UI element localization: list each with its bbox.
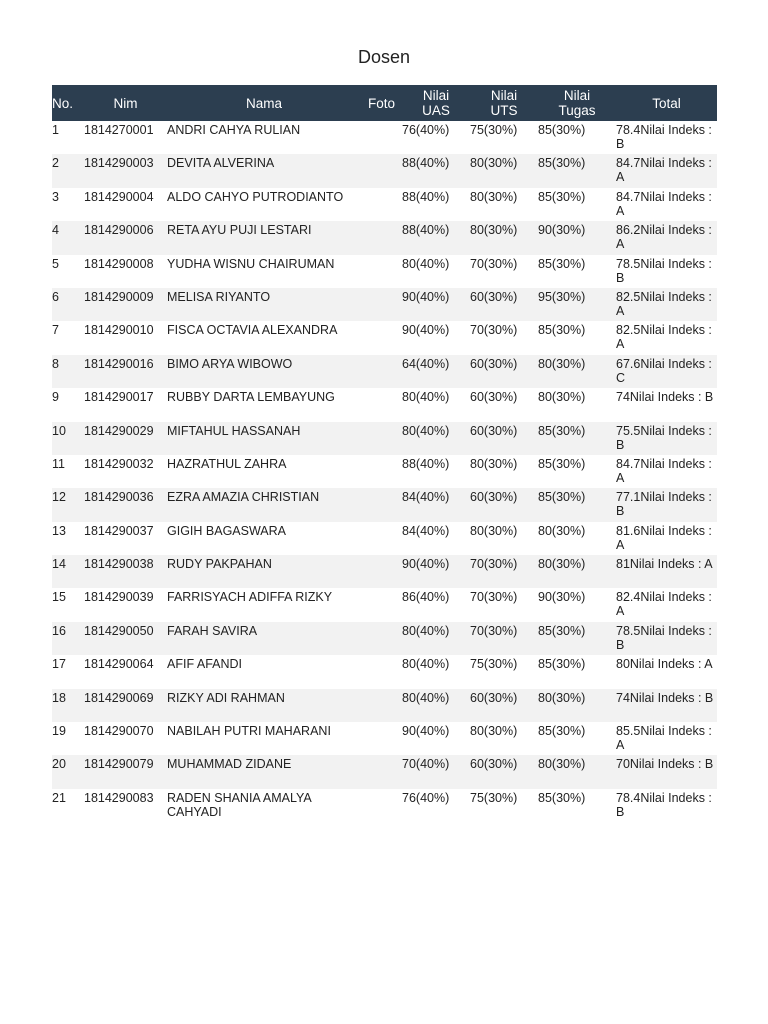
cell-nilai-uts: 60(30%) xyxy=(470,422,538,455)
cell-nilai-uas: 76(40%) xyxy=(402,790,450,805)
header-nilai-tugas xyxy=(538,85,616,121)
cell-foto xyxy=(361,488,402,521)
cell-foto xyxy=(361,689,402,722)
header-foto: Foto xyxy=(361,85,402,121)
cell-nama: MUHAMMAD ZIDANE xyxy=(167,755,361,788)
cell-nama: YUDHA WISNU CHAIRUMAN xyxy=(167,256,335,271)
cell-nilai-tugas: 90(30%) xyxy=(538,221,616,254)
cell-nilai-uas: 80(40%) xyxy=(402,256,450,271)
cell-nilai-uas: 90(40%) xyxy=(402,724,450,739)
cell-no: 19 xyxy=(52,724,66,739)
cell-foto xyxy=(361,755,402,788)
cell-nilai-uts: 80(30%) xyxy=(470,221,538,254)
cell-nilai-tugas: 95(30%) xyxy=(538,288,616,321)
table-row xyxy=(52,789,717,822)
table-row xyxy=(52,121,717,154)
table-row xyxy=(52,755,717,788)
cell-total: 85.5Nilai Indeks : A xyxy=(616,724,712,753)
cell-no: 20 xyxy=(52,755,84,788)
header-nilai-uts-line1: Nilai xyxy=(490,88,518,103)
cell-foto xyxy=(361,522,402,555)
cell-total: 78.4Nilai Indeks : B xyxy=(616,790,712,819)
cell-nilai-tugas: 80(30%) xyxy=(538,355,616,388)
cell-nilai-uts: 60(30%) xyxy=(470,355,538,388)
table-row xyxy=(52,221,717,254)
cell-nilai-uts: 75(30%) xyxy=(470,123,518,137)
cell-total: 84.7Nilai Indeks : A xyxy=(616,154,717,187)
cell-total: 81Nilai Indeks : A xyxy=(616,555,717,588)
cell-nama: GIGIH BAGASWARA xyxy=(167,523,287,538)
header-total: Total xyxy=(616,85,717,121)
cell-nim: 1814290032 xyxy=(84,456,154,471)
table-row xyxy=(52,488,717,521)
cell-nilai-uts: 80(30%) xyxy=(470,523,518,538)
cell-nim: 1814290006 xyxy=(84,221,167,254)
cell-no: 8 xyxy=(52,355,84,388)
cell-nilai-tugas: 85(30%) xyxy=(538,189,586,204)
cell-foto xyxy=(361,121,402,154)
cell-total: 84.7Nilai Indeks : A xyxy=(616,456,712,485)
table-row xyxy=(52,455,717,488)
cell-nama: RADEN SHANIA AMALYA CAHYADI xyxy=(167,790,312,819)
table-row xyxy=(52,522,717,555)
cell-nama: RIZKY ADI RAHMAN xyxy=(167,689,361,722)
header-nama: Nama xyxy=(167,85,361,121)
cell-no: 6 xyxy=(52,288,84,321)
cell-nim: 1814290008 xyxy=(84,256,154,271)
cell-nama: ANDRI CAHYA RULIAN xyxy=(167,123,301,137)
cell-nilai-uas: 86(40%) xyxy=(402,590,450,605)
cell-nim: 1814290079 xyxy=(84,755,167,788)
cell-foto xyxy=(361,555,402,588)
cell-nilai-tugas: 80(30%) xyxy=(538,755,616,788)
table-row xyxy=(52,622,717,655)
cell-nim: 1814290016 xyxy=(84,355,167,388)
cell-nilai-tugas: 85(30%) xyxy=(538,456,586,471)
cell-nama: RUBBY DARTA LEMBAYUNG xyxy=(167,390,335,405)
cell-nim: 1814290069 xyxy=(84,689,167,722)
cell-nilai-uas: 80(40%) xyxy=(402,657,450,672)
cell-no: 18 xyxy=(52,689,84,722)
cell-nilai-uas: 90(40%) xyxy=(402,555,470,588)
cell-nim: 1814290009 xyxy=(84,288,167,321)
table-row xyxy=(52,689,717,722)
page-title: Dosen xyxy=(357,47,411,67)
cell-nim: 1814290036 xyxy=(84,488,167,521)
cell-total: 81.6Nilai Indeks : A xyxy=(616,523,712,552)
cell-foto xyxy=(361,288,402,321)
cell-nilai-tugas: 85(30%) xyxy=(538,422,616,455)
cell-foto xyxy=(361,188,402,221)
cell-no: 12 xyxy=(52,488,84,521)
cell-nim: 1814290039 xyxy=(84,590,154,605)
cell-nilai-uas: 84(40%) xyxy=(402,488,470,521)
cell-total: 80Nilai Indeks : A xyxy=(616,657,713,672)
cell-no: 5 xyxy=(52,256,59,271)
header-nilai-uts xyxy=(470,85,538,121)
cell-nilai-uts: 75(30%) xyxy=(470,657,518,672)
cell-nilai-tugas: 85(30%) xyxy=(538,256,586,271)
cell-foto xyxy=(361,355,402,388)
cell-nilai-tugas: 85(30%) xyxy=(538,154,616,187)
cell-nama: DEVITA ALVERINA xyxy=(167,154,361,187)
cell-no: 10 xyxy=(52,422,84,455)
cell-nilai-tugas: 80(30%) xyxy=(538,523,586,538)
cell-nilai-uas: 88(40%) xyxy=(402,154,470,187)
header-nilai-tugas-line2: Tugas xyxy=(558,103,596,118)
cell-nama: FARRISYACH ADIFFA RIZKY xyxy=(167,590,333,605)
table-row xyxy=(52,555,717,588)
cell-no: 7 xyxy=(52,323,59,338)
cell-nilai-uts: 80(30%) xyxy=(470,724,518,739)
cell-nim: 1814290037 xyxy=(84,523,154,538)
cell-nama: MELISA RIYANTO xyxy=(167,288,361,321)
cell-nilai-tugas: 80(30%) xyxy=(538,555,616,588)
cell-nilai-tugas: 85(30%) xyxy=(538,323,586,338)
cell-nilai-uts: 60(30%) xyxy=(470,755,538,788)
cell-foto xyxy=(361,321,402,354)
cell-no: 9 xyxy=(52,390,59,405)
cell-nilai-tugas: 85(30%) xyxy=(538,724,586,739)
cell-nama: ALDO CAHYO PUTRODIANTO xyxy=(167,189,344,204)
cell-nilai-uas: 64(40%) xyxy=(402,355,470,388)
cell-nilai-uas: 88(40%) xyxy=(402,456,450,471)
cell-nama: FARAH SAVIRA xyxy=(167,622,361,655)
cell-nim: 1814290003 xyxy=(84,154,167,187)
cell-nim: 1814290010 xyxy=(84,323,154,338)
cell-nama: MIFTAHUL HASSANAH xyxy=(167,422,361,455)
cell-total: 84.7Nilai Indeks : A xyxy=(616,189,712,218)
cell-nilai-uas: 80(40%) xyxy=(402,622,470,655)
cell-nilai-uas: 70(40%) xyxy=(402,755,470,788)
cell-total: 82.5Nilai Indeks : A xyxy=(616,288,717,321)
cell-total: 78.5Nilai Indeks : B xyxy=(616,256,712,285)
cell-no: 3 xyxy=(52,189,59,204)
cell-foto xyxy=(361,655,402,688)
cell-foto xyxy=(361,422,402,455)
table-header-row xyxy=(52,85,717,121)
cell-nilai-uts: 70(30%) xyxy=(470,590,518,605)
cell-nilai-uts: 70(30%) xyxy=(470,323,518,338)
cell-no: 14 xyxy=(52,555,84,588)
table-row xyxy=(52,355,717,388)
cell-foto xyxy=(361,622,402,655)
cell-nim: 1814290029 xyxy=(84,422,167,455)
cell-nim: 1814290064 xyxy=(84,657,154,672)
cell-no: 16 xyxy=(52,622,84,655)
cell-nilai-tugas: 85(30%) xyxy=(538,123,586,137)
cell-no: 15 xyxy=(52,590,66,605)
cell-nilai-uts: 80(30%) xyxy=(470,154,538,187)
cell-foto xyxy=(361,722,402,755)
cell-nilai-uts: 60(30%) xyxy=(470,689,538,722)
table-row xyxy=(52,154,717,187)
grades-table xyxy=(52,85,717,822)
cell-foto xyxy=(361,221,402,254)
cell-no: 1 xyxy=(52,123,59,137)
cell-foto xyxy=(361,154,402,187)
cell-total: 74Nilai Indeks : B xyxy=(616,390,714,405)
cell-total: 77.1Nilai Indeks : B xyxy=(616,488,717,521)
cell-nim: 1814290038 xyxy=(84,555,167,588)
cell-total: 82.4Nilai Indeks : A xyxy=(616,590,712,619)
cell-nilai-uas: 76(40%) xyxy=(402,123,450,137)
header-nilai-uas-line1: Nilai xyxy=(422,88,450,103)
cell-nilai-tugas: 85(30%) xyxy=(538,622,616,655)
cell-nilai-uts: 80(30%) xyxy=(470,456,518,471)
cell-nilai-uts: 70(30%) xyxy=(470,256,518,271)
cell-nilai-tugas: 85(30%) xyxy=(538,488,616,521)
cell-nilai-uas: 80(40%) xyxy=(402,390,450,405)
cell-total: 67.6Nilai Indeks : C xyxy=(616,355,717,388)
cell-nama: RETA AYU PUJI LESTARI xyxy=(167,221,361,254)
cell-nilai-tugas: 85(30%) xyxy=(538,657,586,672)
table-row xyxy=(52,655,717,688)
cell-nilai-uts: 60(30%) xyxy=(470,390,518,405)
cell-foto xyxy=(361,255,402,288)
cell-nama: RUDY PAKPAHAN xyxy=(167,555,361,588)
header-nilai-uts-line2: UTS xyxy=(490,103,518,118)
table-row xyxy=(52,422,717,455)
header-nilai-uas xyxy=(402,85,470,121)
header-nim: Nim xyxy=(84,85,167,121)
cell-nim: 1814290070 xyxy=(84,724,154,739)
cell-nama: NABILAH PUTRI MAHARANI xyxy=(167,724,331,739)
cell-nilai-tugas: 85(30%) xyxy=(538,790,586,805)
cell-foto xyxy=(361,789,402,822)
cell-nilai-uts: 80(30%) xyxy=(470,189,518,204)
cell-nim: 1814290017 xyxy=(84,390,154,405)
cell-nilai-tugas: 90(30%) xyxy=(538,590,586,605)
cell-nilai-uas: 90(40%) xyxy=(402,288,470,321)
cell-nilai-uas: 88(40%) xyxy=(402,189,450,204)
cell-total: 78.4Nilai Indeks : B xyxy=(616,123,712,151)
cell-no: 17 xyxy=(52,657,66,672)
header-nilai-uas-line2: UAS xyxy=(422,103,450,118)
cell-nilai-uts: 70(30%) xyxy=(470,555,538,588)
cell-nilai-uas: 90(40%) xyxy=(402,323,450,338)
cell-nama: FISCA OCTAVIA ALEXANDRA xyxy=(167,323,338,338)
cell-total: 70Nilai Indeks : B xyxy=(616,755,717,788)
cell-no: 21 xyxy=(52,790,66,805)
cell-nilai-uts: 60(30%) xyxy=(470,288,538,321)
cell-nilai-uts: 75(30%) xyxy=(470,790,518,805)
cell-total: 78.5Nilai Indeks : B xyxy=(616,622,717,655)
table-row xyxy=(52,321,717,354)
cell-nilai-uas: 80(40%) xyxy=(402,689,470,722)
cell-nilai-tugas: 80(30%) xyxy=(538,689,616,722)
table-row xyxy=(52,388,717,421)
table-row xyxy=(52,188,717,221)
cell-no: 4 xyxy=(52,221,84,254)
cell-total: 82.5Nilai Indeks : A xyxy=(616,323,712,352)
table-body xyxy=(52,121,717,822)
cell-nim: 1814290004 xyxy=(84,189,154,204)
cell-no: 13 xyxy=(52,523,66,538)
cell-nilai-uas: 84(40%) xyxy=(402,523,450,538)
cell-nama: BIMO ARYA WIBOWO xyxy=(167,355,361,388)
table-row xyxy=(52,722,717,755)
cell-total: 86.2Nilai Indeks : A xyxy=(616,221,717,254)
table-row xyxy=(52,288,717,321)
cell-nilai-uts: 60(30%) xyxy=(470,488,538,521)
cell-nim: 1814270001 xyxy=(84,123,154,137)
cell-no: 11 xyxy=(52,456,65,471)
cell-nilai-tugas: 80(30%) xyxy=(538,390,586,405)
cell-nilai-uas: 88(40%) xyxy=(402,221,470,254)
cell-nilai-uas: 80(40%) xyxy=(402,422,470,455)
cell-nim: 1814290050 xyxy=(84,622,167,655)
table-row xyxy=(52,255,717,288)
cell-nim: 1814290083 xyxy=(84,790,154,805)
cell-nama: HAZRATHUL ZAHRA xyxy=(167,456,287,471)
cell-nama: EZRA AMAZIA CHRISTIAN xyxy=(167,488,361,521)
cell-foto xyxy=(361,455,402,488)
cell-foto xyxy=(361,388,402,421)
cell-nilai-uts: 70(30%) xyxy=(470,622,538,655)
cell-no: 2 xyxy=(52,154,84,187)
table-row xyxy=(52,588,717,621)
cell-total: 75.5Nilai Indeks : B xyxy=(616,422,717,455)
header-no: No. xyxy=(52,85,84,121)
cell-total: 74Nilai Indeks : B xyxy=(616,689,717,722)
header-nilai-tugas-line1: Nilai xyxy=(563,88,591,103)
cell-nama: AFIF AFANDI xyxy=(167,657,243,672)
cell-foto xyxy=(361,588,402,621)
